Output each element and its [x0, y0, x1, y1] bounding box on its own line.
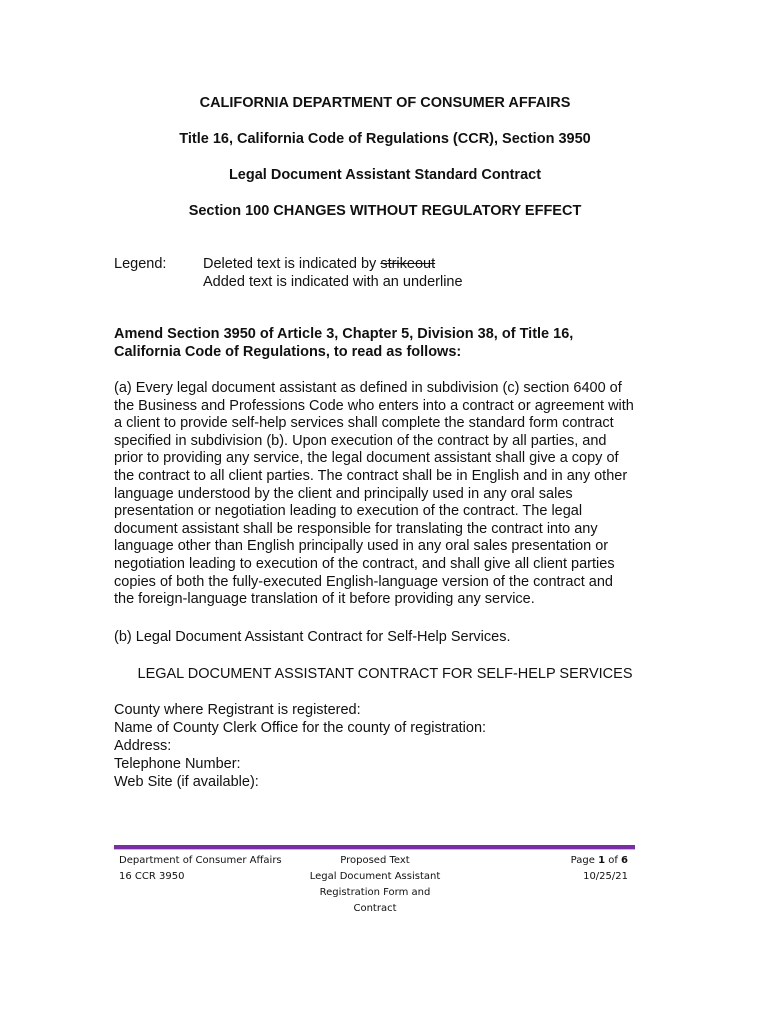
- strikeout-example: strikeout: [380, 256, 436, 272]
- legend-deleted-line: [203, 255, 623, 273]
- amend-instruction: [114, 325, 654, 361]
- field-website: Web Site (if available):: [114, 774, 259, 790]
- paragraph-line: the Business and Professions Code who enters into a contract or agreement with: [114, 397, 634, 414]
- section-heading: Section 100 CHANGES WITHOUT REGULATORY EFFECT: [188, 203, 582, 219]
- footer-right: [520, 853, 628, 885]
- paragraph-a: [114, 380, 664, 609]
- footer-divider: [114, 845, 635, 850]
- paragraph-line: language other than English principally used in any oral sales presentation or: [114, 538, 609, 555]
- field-county: County where Registrant is registered:: [114, 702, 361, 718]
- footer-doc-line: Contract: [353, 903, 397, 914]
- paragraph-line: language understood by the client and principally used in any oral sales: [114, 485, 573, 502]
- paragraph-line: prior to providing any service, the legal document assistant shall give a copy of: [114, 450, 619, 467]
- paragraph-line: the foreign-language translation of it before providing any service.: [114, 591, 535, 608]
- page-total: 6: [621, 855, 628, 866]
- footer-ccr: 16 CCR 3950: [119, 871, 185, 882]
- legend-added-line: Added text is indicated with an underline: [203, 274, 463, 290]
- paragraph-line: copies of both the fully-executed English-language version of the contract and: [114, 573, 613, 590]
- page-number: [520, 853, 628, 869]
- paragraph-b: (b) Legal Document Assistant Contract for Self-Help Services.: [114, 629, 511, 645]
- paragraph-line: (a) Every legal document assistant as defined in subdivision (c) section 6400 of: [114, 380, 622, 396]
- footer-date: 10/25/21: [583, 871, 628, 882]
- paragraph-line: document assistant shall be responsible for translating the contract into any: [114, 520, 598, 537]
- department-title: CALIFORNIA DEPARTMENT OF CONSUMER AFFAIRS: [199, 95, 571, 111]
- footer-proposed-text: Proposed Text: [340, 855, 410, 866]
- amend-line: Amend Section 3950 of Article 3, Chapter 5, Division 38, of Title 16,: [114, 326, 574, 342]
- page-word: Page: [570, 855, 599, 866]
- legend-deleted-text: Deleted text is indicated by: [203, 256, 381, 272]
- footer-center: [300, 853, 450, 917]
- footer-doc-line: Registration Form and: [319, 887, 431, 898]
- regulation-title: Title 16, California Code of Regulations (CCR), Section 3950: [179, 131, 591, 147]
- field-address: Address:: [114, 738, 172, 754]
- field-telephone: Telephone Number:: [114, 756, 241, 772]
- footer-department: Department of Consumer Affairs: [119, 855, 282, 866]
- footer-doc-line: Legal Document Assistant: [309, 871, 441, 882]
- amend-line: California Code of Regulations, to read as follows:: [114, 344, 462, 360]
- of-word: of: [605, 855, 622, 866]
- legend-text: [203, 255, 623, 291]
- field-county-clerk: Name of County Clerk Office for the county of registration:: [114, 720, 487, 736]
- paragraph-line: the contract to all client parties. The contract shall be in English and in any other: [114, 467, 628, 484]
- paragraph-line: specified in subdivision (b). Upon execution of the contract by all parties, and: [114, 432, 607, 449]
- page-current: 1: [598, 855, 606, 866]
- footer-left: [119, 853, 319, 885]
- legend-label: Legend:: [114, 256, 167, 272]
- paragraph-line: presentation or negotiation leading to execution of the contract. The legal: [114, 503, 583, 520]
- paragraph-line: a client to provide self-help services shall complete the standard form contract: [114, 415, 614, 432]
- contract-title: LEGAL DOCUMENT ASSISTANT CONTRACT FOR SELF-HELP SERVICES: [137, 666, 633, 682]
- paragraph-line: negotiation leading to execution of the contract, and shall give all client parties: [114, 555, 615, 572]
- contract-heading: Legal Document Assistant Standard Contract: [228, 167, 542, 183]
- registration-fields: [114, 701, 654, 791]
